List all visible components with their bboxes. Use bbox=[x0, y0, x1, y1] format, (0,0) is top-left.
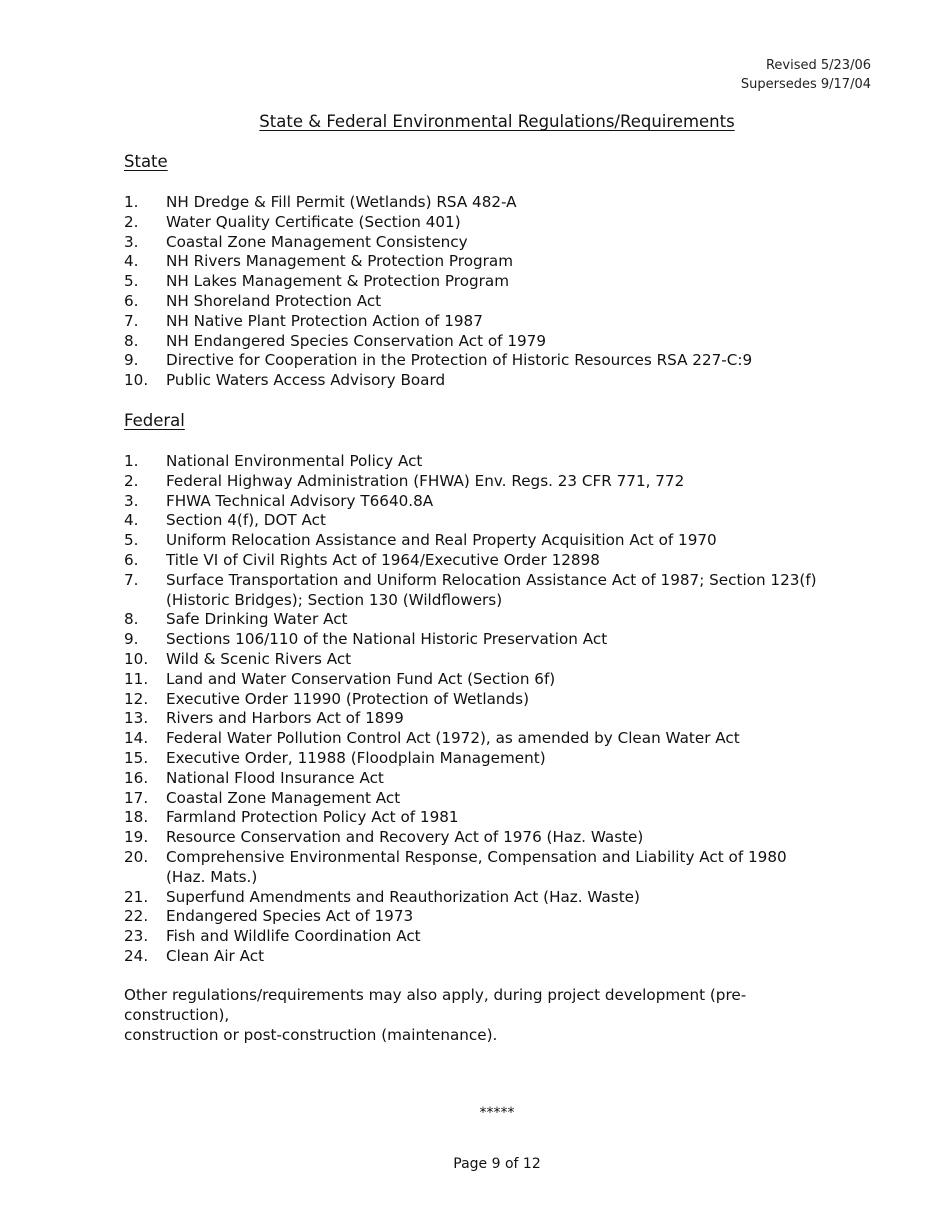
document-title-wrap bbox=[0, 111, 950, 133]
list-item: 20. Comprehensive Environmental Response, Compensation and Liability Act of 1980 (Haz. Mats.) bbox=[124, 847, 787, 886]
list-item: 14. Federal Water Pollution Control Act (1972), as amended by Clean Water Act bbox=[124, 729, 740, 748]
list-item: 4. NH Rivers Management & Protection Program bbox=[124, 252, 513, 271]
list-item: 18. Farmland Protection Policy Act of 1981 bbox=[124, 808, 459, 827]
list-item: 5. Uniform Relocation Assistance and Real Property Acquisition Act of 1970 bbox=[124, 531, 717, 550]
list-item: 7. NH Native Plant Protection Action of 1987 bbox=[124, 311, 483, 330]
list-item: 8. Safe Drinking Water Act bbox=[124, 610, 348, 629]
list-item: 13. Rivers and Harbors Act of 1899 bbox=[124, 709, 404, 728]
list-item: 16. National Flood Insurance Act bbox=[124, 768, 384, 787]
list-item: 6. NH Shoreland Protection Act bbox=[124, 291, 382, 310]
document-title: State & Federal Environmental Regulations/Requirements bbox=[259, 112, 735, 131]
list-item: 3. Coastal Zone Management Consistency bbox=[124, 232, 468, 251]
closing-note: Other regulations/requirements may also apply, during project development (pre-construction), construction or post-construction (maintenance). bbox=[124, 986, 747, 1044]
list-item: 9. Sections 106/110 of the National Historic Preservation Act bbox=[124, 630, 608, 649]
federal-heading: Federal bbox=[124, 411, 185, 430]
list-item: 9. Directive for Cooperation in the Protection of Historic Resources RSA 227-C:9 bbox=[124, 351, 753, 370]
state-list bbox=[124, 193, 844, 391]
list-item: 8. NH Endangered Species Conservation Act of 1979 bbox=[124, 331, 546, 350]
list-item: 12. Executive Order 11990 (Protection of Wetlands) bbox=[124, 689, 530, 708]
revised-date: Revised 5/23/06 bbox=[765, 58, 871, 73]
list-item: 24. Clean Air Act bbox=[124, 946, 265, 965]
list-item: 1. National Environmental Policy Act bbox=[124, 452, 423, 470]
list-item: 6. Title VI of Civil Rights Act of 1964/Executive Order 12898 bbox=[124, 550, 600, 569]
list-item: 11. Land and Water Conservation Fund Act (Section 6f) bbox=[124, 669, 556, 688]
list-item: 17. Coastal Zone Management Act bbox=[124, 788, 401, 807]
list-item: 5. NH Lakes Management & Protection Program bbox=[124, 272, 510, 291]
page-number: Page 9 of 12 bbox=[453, 1156, 541, 1172]
list-item: 10. Public Waters Access Advisory Board bbox=[124, 371, 446, 390]
state-heading: State bbox=[124, 152, 168, 171]
list-item: 15. Executive Order, 11988 (Floodplain Management) bbox=[124, 748, 546, 767]
federal-list bbox=[124, 452, 844, 967]
list-item: 4. Section 4(f), DOT Act bbox=[124, 511, 326, 530]
list-item: 10. Wild & Scenic Rivers Act bbox=[124, 649, 352, 668]
list-item: 19. Resource Conservation and Recovery Act of 1976 (Haz. Waste) bbox=[124, 828, 644, 847]
revision-info bbox=[741, 56, 871, 94]
list-item: 23. Fish and Wildlife Coordination Act bbox=[124, 927, 421, 946]
supersedes-date: Supersedes 9/17/04 bbox=[740, 77, 871, 92]
list-item: 7. Surface Transportation and Uniform Relocation Assistance Act of 1987; Section 123(f) (Historic Bridges); Section 130 (Wildflowers) bbox=[124, 570, 817, 609]
list-item: 3. FHWA Technical Advisory T6640.8A bbox=[124, 491, 434, 510]
list-item: 1. NH Dredge & Fill Permit (Wetlands) RSA 482-A bbox=[124, 193, 517, 211]
end-marker: ***** bbox=[479, 1105, 515, 1121]
list-item: 2. Water Quality Certificate (Section 401) bbox=[124, 212, 461, 231]
list-item: 21. Superfund Amendments and Reauthorization Act (Haz. Waste) bbox=[124, 887, 640, 906]
list-item: 22. Endangered Species Act of 1973 bbox=[124, 907, 414, 926]
list-item: 2. Federal Highway Administration (FHWA) Env. Regs. 23 CFR 771, 772 bbox=[124, 471, 685, 490]
